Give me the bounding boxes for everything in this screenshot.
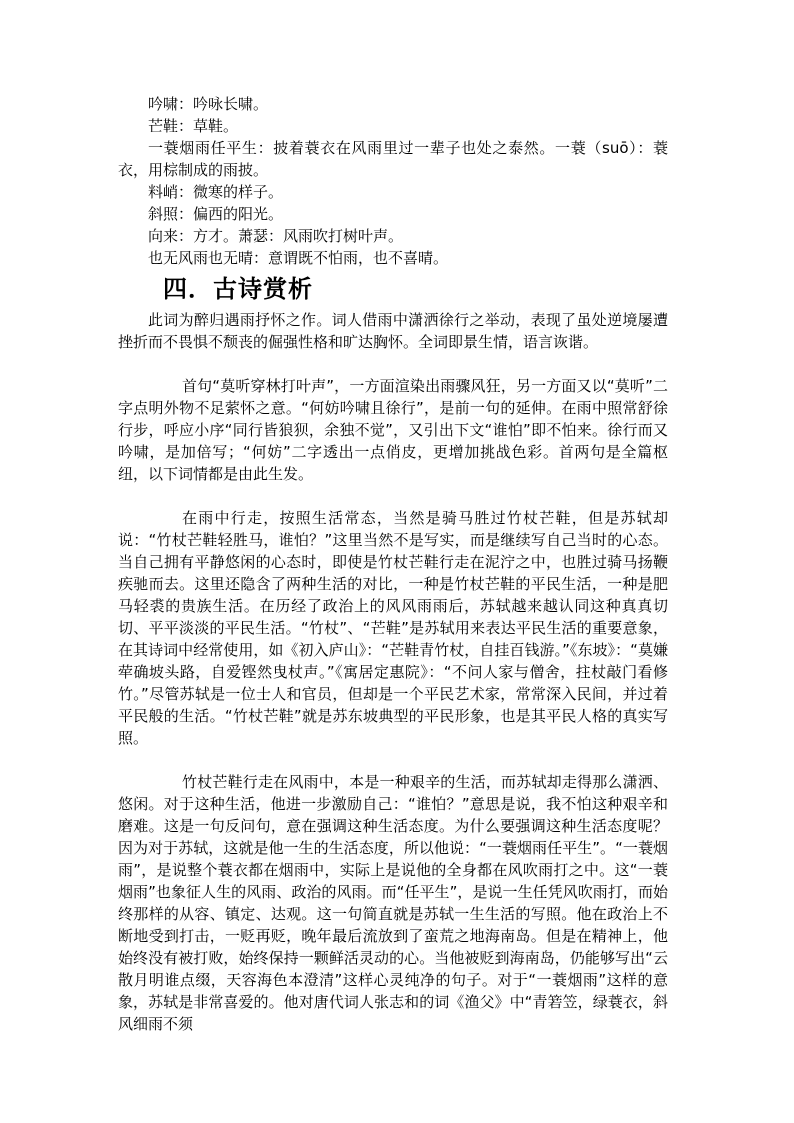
paragraph-gap [118,485,668,507]
paragraph-gap [118,749,668,771]
paragraph-gap [118,353,668,375]
gloss-yewufengyu: 也无风雨也无晴：意谓既不怕雨，也不喜晴。 [148,249,449,267]
analysis-paragraph-3: 竹杖芒鞋行走在风雨中，本是一种艰辛的生活，而苏轼却走得那么潇洒、悠闲。对于这种生活，他进一步激励自己：“谁怕？”意思是说，我不怕这种艰辛和磨难。这是一句反问句，意在强调这种生活态度。为什么要强调这种生活态度呢？因为对于苏轼，这就是他一生的生活态度，所以他说：“一蓑烟雨任平生”。“一蓑烟雨”，是说整个蓑衣都在烟雨中，实际上是说他的全身都在风吹雨打之中。这“一蓑烟雨”也象征人生的风雨、政治的风雨。而“任平生”，是说一生任凭风吹雨打，而始终那样的从容、镇定、达观。这一句简直就是苏轼一生生活的写照。他在政治上不断地受到打击，一贬再贬，晚年最后流放到了蛮荒之地海南岛。但是在精神上，他始终没有被打败，始终保持一颗鲜活灵动的心。当他被贬到海南岛，仍能够写出“云散月明谁点缀，天容海色本澄清”这样心灵纯净的句子。对于“一蓑烟雨”这样的意象，苏轼是非常喜爱的。他对唐代词人张志和的词《渔父》中“青箬笠，绿蓑衣，斜风细雨不须 [118,773,668,1033]
gloss-xianglai: 向来：方才。萧瑟：风雨吹打树叶声。 [148,227,404,245]
section-heading: 四．古诗赏析 [163,274,313,303]
gloss-liaoqiao: 料峭：微寒的样子。 [148,183,284,201]
gloss-mangxie: 芒鞋：草鞋。 [148,117,239,135]
gloss-yisuo: 一蓑烟雨任平生：披着蓑衣在风雨里过一辈子也处之泰然。一蓑（suō）：蓑衣，用棕制成的雨披。 [118,139,668,179]
intro-paragraph: 此词为醉归遇雨抒怀之作。词人借雨中潇洒徐行之举动，表现了虽处逆境屡遭挫折而不畏惧不颓丧的倔强性格和旷达胸怀。全词即景生情，语言诙谐。 [118,311,668,351]
analysis-paragraph-1: 首句“莫听穿林打叶声”，一方面渲染出雨骤风狂，另一方面又以“莫听”二字点明外物不足萦怀之意。“何妨吟啸且徐行”，是前一句的延伸。在雨中照常舒徐行步，呼应小序“同行皆狼狈，余独不觉”，又引出下文“谁怕”即不怕来。徐行而又吟啸，是加倍写；“何妨”二字透出一点俏皮，更增加挑战色彩。首两句是全篇枢纽，以下词情都是由此生发。 [118,377,668,483]
document-page [118,93,668,1035]
gloss-xiezhao: 斜照：偏西的阳光。 [148,205,284,223]
gloss-yinxiao: 吟啸：吟咏长啸。 [148,95,269,113]
analysis-paragraph-2: 在雨中行走，按照生活常态，当然是骑马胜过竹杖芒鞋，但是苏轼却说：“竹杖芒鞋轻胜马，谁怕？”这里当然不是写实，而是继续写自己当时的心态。当自己拥有平静悠闲的心态时，即使是竹杖芒鞋行走在泥泞之中，也胜过骑马扬鞭疾驰而去。这里还隐含了两种生活的对比，一种是竹杖芒鞋的平民生活，一种是肥马轻裘的贵族生活。在历经了政治上的风风雨雨后，苏轼越来越认同这种真真切切、平平淡淡的平民生活。“竹杖”、“芒鞋”是苏轼用来表达平民生活的重要意象，在其诗词中经常使用，如《初入庐山》：“芒鞋青竹杖，自挂百钱游。”《东坡》：“莫嫌荦确坡头路，自爱铿然曳杖声。”《寓居定惠院》：“不问人家与僧舍，拄杖敲门看修竹。”尽管苏轼是一位士人和官员，但却是一个平民艺术家，常常深入民间，并过着平民般的生活。“竹杖芒鞋”就是苏东坡典型的平民形象，也是其平民人格的真实写照。 [118,509,668,747]
